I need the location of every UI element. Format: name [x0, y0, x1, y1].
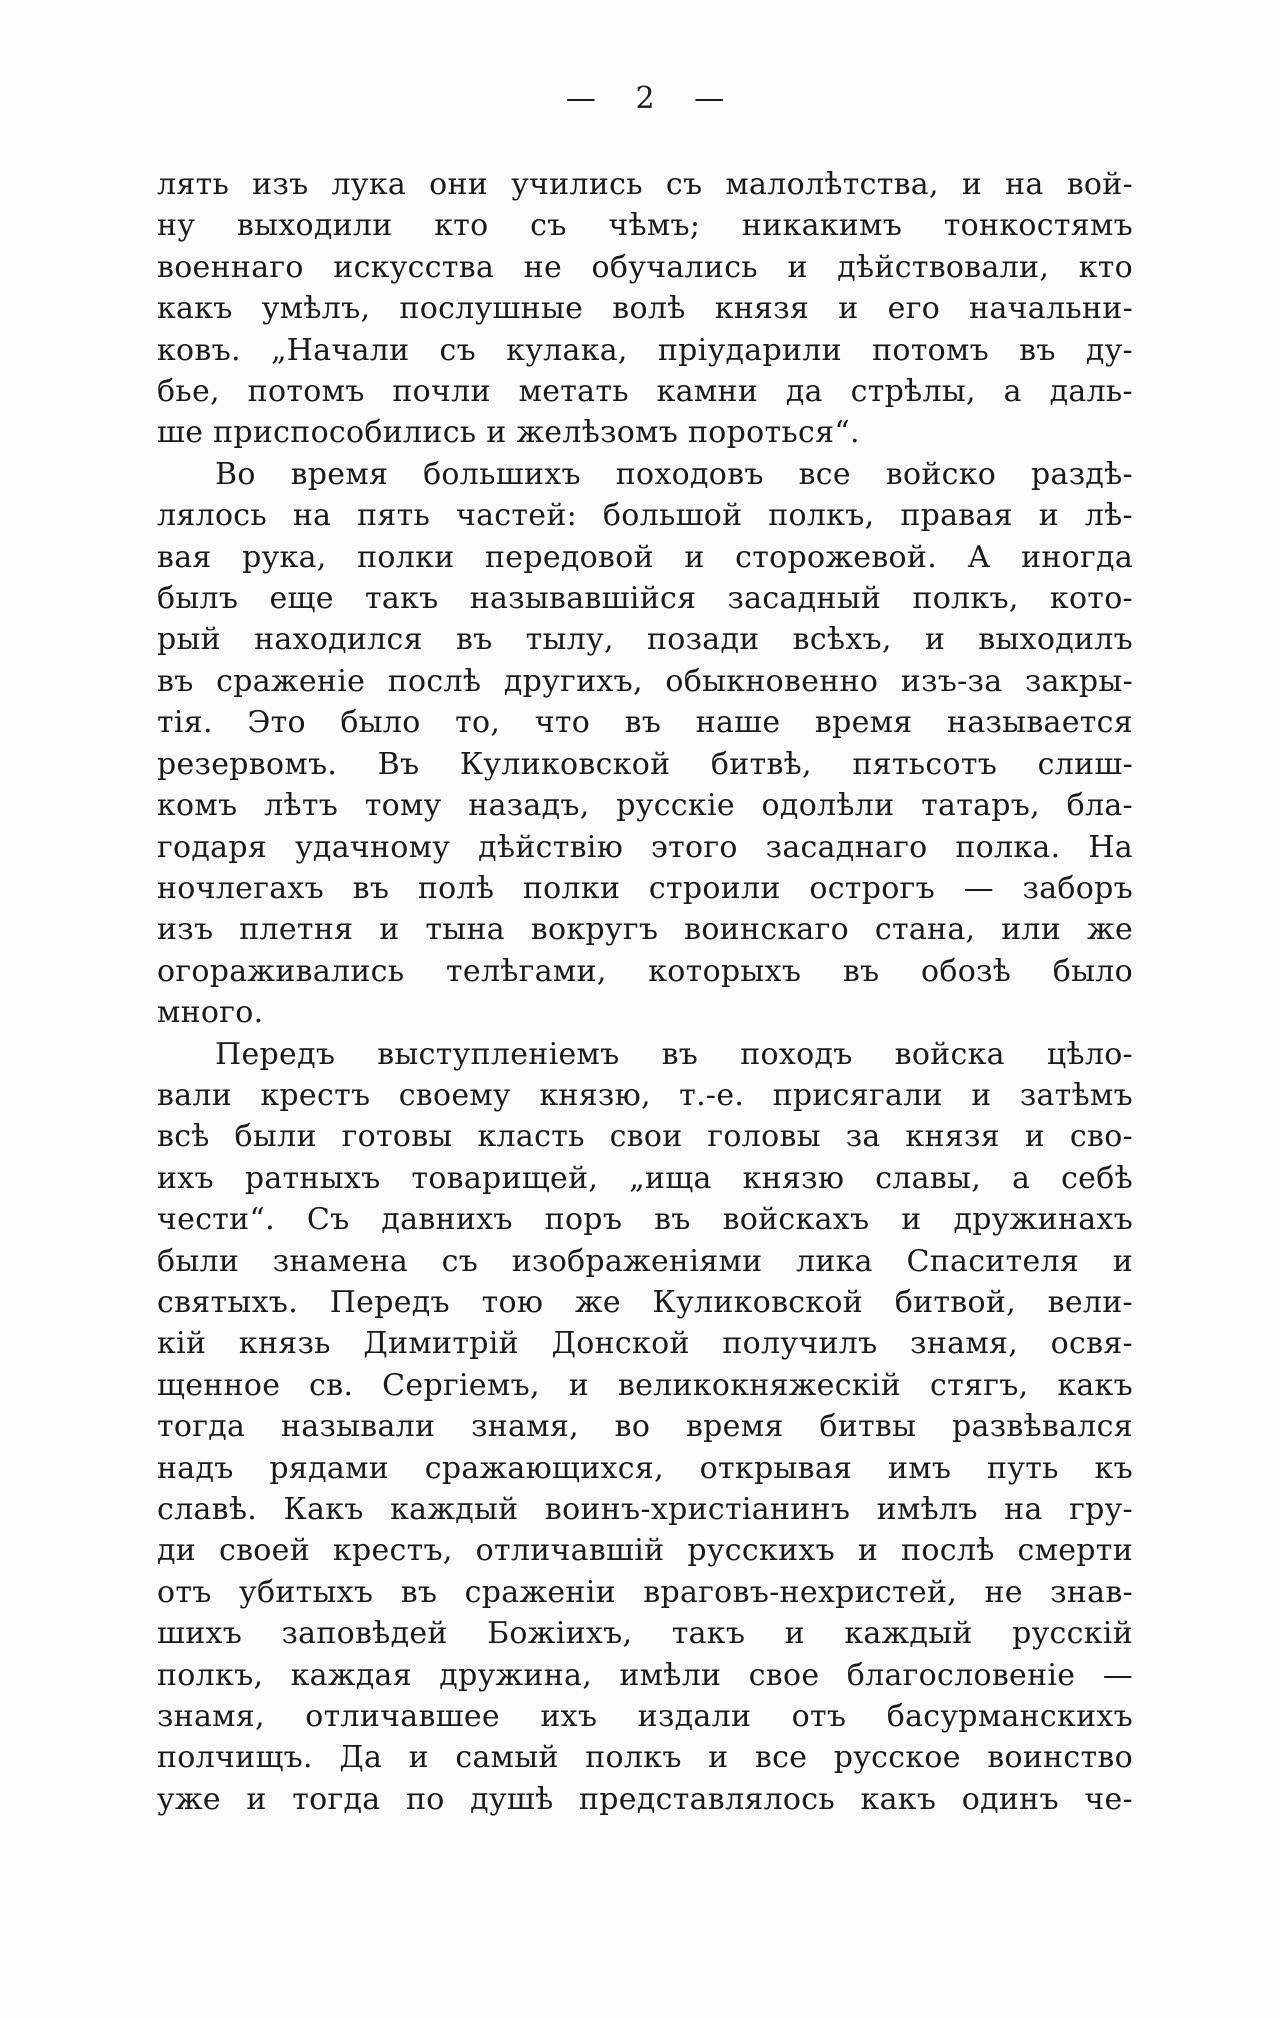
- page-number-dash-right: —: [694, 81, 725, 116]
- text-line: вали крестъ своему князю, т.-е. присягали и затѣмъ: [157, 1077, 1133, 1113]
- text-line: шихъ заповѣдей Божіихъ, такъ и каждый русскій: [157, 1616, 1133, 1652]
- paragraph: [157, 454, 1133, 1034]
- text-line: славѣ. Какъ каждый воинъ-христіанинъ имѣлъ на гру-: [157, 1492, 1133, 1527]
- text-line: много.: [157, 995, 264, 1031]
- text-line: лялось на пять частей: большой полкъ, правая и лѣ-: [157, 498, 1133, 534]
- text-line: полчищъ. Да и самый полкъ и все русское воинство: [157, 1740, 1133, 1776]
- text-line: щенное св. Сергіемъ, и великокняжескій стягъ, какъ: [157, 1367, 1133, 1403]
- text-line: святыхъ. Передъ тою же Куликовской битвой, вели-: [157, 1284, 1133, 1320]
- page-number: [157, 82, 1133, 116]
- text-line: Передъ выступленіемъ въ походъ войска цѣло-: [215, 1036, 1133, 1072]
- text-line: былъ еще такъ называвшійся засадный полкъ, кото-: [157, 581, 1133, 617]
- text-line: лять изъ лука они учились съ малолѣтства, и на вой-: [157, 167, 1133, 202]
- text-line: отъ убитыхъ въ сраженіи враговъ-нехристей, не знав-: [157, 1574, 1133, 1610]
- text-line: кій князь Димитрій Донской получилъ знамя, освя-: [157, 1326, 1133, 1362]
- text-line: Во время большихъ походовъ все войско раздѣ-: [215, 456, 1133, 492]
- text-line: уже и тогда по душѣ представлялось какъ одинъ че-: [157, 1781, 1133, 1817]
- text-line: знамя, отличавшее ихъ издали отъ басурманскихъ: [157, 1699, 1133, 1735]
- text-line: ковъ. „Начали съ кулака, пріударили потомъ въ ду-: [157, 332, 1133, 368]
- text-line: ди своей крестъ, отличавшій русскихъ и послѣ смерти: [157, 1533, 1133, 1569]
- paragraph: [157, 1034, 1133, 1821]
- text-line: чести“. Съ давнихъ поръ въ войскахъ и дружинахъ: [157, 1202, 1133, 1238]
- text-line: вая рука, полки передовой и сторожевой. А иногда: [157, 539, 1133, 575]
- text-line: резервомъ. Въ Куликовской битвѣ, пятьсотъ слиш-: [157, 746, 1133, 782]
- page-number-value: 2: [635, 81, 655, 116]
- text-line: ну выходили кто съ чѣмъ; никакимъ тонкостямъ: [157, 208, 1133, 244]
- text-line: годаря удачному дѣйствію этого засаднаго полка. На: [157, 829, 1133, 865]
- text-line: ночлегахъ въ полѣ полки строили острогъ — заборъ: [157, 870, 1133, 906]
- text-line: изъ плетня и тына вокругъ воинскаго стана, или же: [157, 912, 1133, 948]
- text-line: какъ умѣлъ, послушные волѣ князя и его начальни-: [157, 291, 1133, 327]
- text-line: огораживались телѣгами, которыхъ въ обозѣ было: [157, 953, 1133, 989]
- body-text-block: [157, 164, 1133, 1820]
- text-line: тія. Это было то, что въ наше время называется: [157, 705, 1133, 741]
- text-line: ихъ ратныхъ товарищей, „ища князю славы, а себѣ: [157, 1160, 1133, 1196]
- text-line: надъ рядами сражающихся, открывая имъ путь къ: [157, 1450, 1133, 1486]
- text-line: бье, потомъ почли метать камни да стрѣлы, а даль-: [157, 374, 1133, 410]
- text-line: рый находился въ тылу, позади всѣхъ, и выходилъ: [157, 622, 1133, 658]
- text-line: въ сраженіе послѣ другихъ, обыкновенно изъ-за закры-: [157, 663, 1133, 699]
- paragraph: [157, 164, 1133, 454]
- text-line: были знамена съ изображеніями лика Спасителя и: [157, 1243, 1133, 1279]
- text-line: комъ лѣтъ тому назадъ, русскіе одолѣли татаръ, бла-: [157, 788, 1133, 824]
- text-line: тогда называли знамя, во время битвы развѣвался: [157, 1409, 1133, 1445]
- page-number-dash-left: —: [565, 81, 596, 116]
- text-line: всѣ были готовы класть свои головы за князя и сво-: [157, 1119, 1133, 1155]
- text-line: полкъ, каждая дружина, имѣли свое благословеніе —: [157, 1657, 1133, 1693]
- text-line: военнаго искусства не обучались и дѣйствовали, кто: [157, 249, 1133, 285]
- text-line: ше приспособились и желѣзомъ пороться“.: [157, 415, 860, 451]
